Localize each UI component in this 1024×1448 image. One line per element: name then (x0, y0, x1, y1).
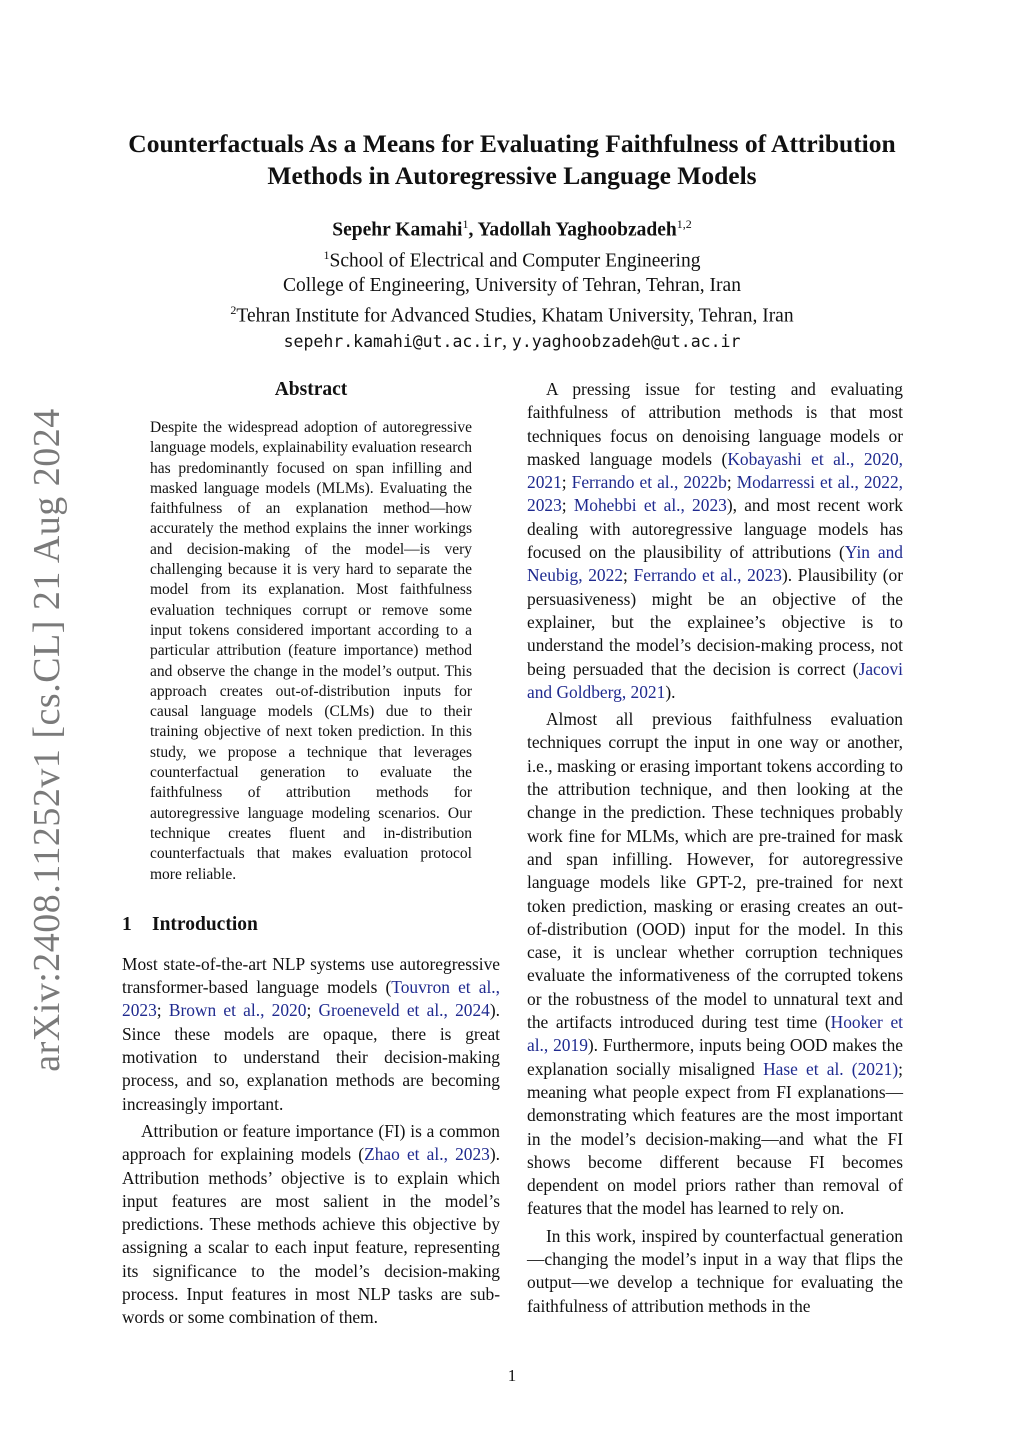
text-run: Almost all previous faithfulness evaluation techniques corrupt the input in one way or another, i.e., masking or erasing important tokens according to the attribution technique, and then looking at the change in the prediction. These techniques probably work fine for MLMs, which are pre-trained for mask and span infilling. However, for autoregressive language models like GPT-2, pre-trained for next token prediction, masking or erasing creates an out-of-distribution (OOD) input for the model. In this case, it is unclear whether corruption techniques evaluate the informativeness of the corrupted tokens or the robustness of the model to unnatural text and the artifacts introduced during test time ( (527, 709, 903, 1033)
text-run: ). Attribution methods’ objective is to explain which input features are most salient in the model’s predictions. These methods achieve this objective by assigning a scalar to each input feature, representing its significance to the model’s decision-making process. Input features in most NLP tasks are sub-words or some combination of them. (122, 1144, 500, 1328)
text-run: ). Plausibility (or persuasiveness) might be an objective of the explainer, but the explainee’s objective is to understand the model’s decision-making process, not being persuaded that the decision is correct ( (527, 565, 903, 679)
citation-link[interactable]: Ferrando et al., 2023 (633, 565, 782, 586)
abstract-text: Despite the widespread adoption of autoregressive language models, explainability evaluation research has predominantly focused on span infilling and masked language models (MLMs). Evaluating the faithfulness of an explanation method—how accurately the method explains the inner workings and decision-making of the model—is very challenging because it is very hard to separate the model from its explanation. Most faithfulness evaluation techniques corrupt or remove some input tokens considered important according to a particular attribution (feature importance) method and observe the change in the model’s output. This approach creates out-of-distribution inputs for causal language models (CLMs) due to their training objective of next token prediction. In this study, we propose a technique that leverages counterfactual generation to evaluate the faithfulness of attribution methods for autoregressive language modeling scenarios. Our technique creates fluent and in-distribution counterfactuals that makes evaluation protocol more reliable. (150, 419, 472, 883)
author-separator: , (468, 219, 478, 241)
paper-title (100, 128, 924, 192)
section-heading-introduction (122, 913, 500, 937)
intro-paragraph-1 (122, 953, 500, 1116)
citation-link[interactable]: Hooker et al., 2019 (527, 1012, 903, 1056)
citation-link[interactable]: Brown et al., 2020 (168, 1000, 307, 1021)
citation-link[interactable]: Groeneveld et al., 2024 (318, 1000, 490, 1021)
abstract-title: Abstract (274, 379, 348, 400)
author-block (100, 212, 924, 354)
title-line-1: Counterfactuals As a Means for Evaluating Faithfulness of Attribution (128, 129, 896, 158)
intro-paragraph-2 (122, 1120, 500, 1330)
citation-link[interactable]: Jacovi and Goldberg, 2021 (527, 658, 903, 702)
section-title: Introduction (152, 913, 258, 935)
right-paragraph-2 (527, 708, 903, 1221)
left-column (122, 378, 500, 1330)
text-run: Attribution or feature importance (FI) is a common approach for explaining models ( (122, 1120, 500, 1165)
email-2[interactable]: y.yaghoobzadeh@ut.ac.ir (511, 331, 741, 351)
text-run: ). Since these models are opaque, there is great motivation to understand their decision-making process, and so, explanation methods are becoming increasingly important. (122, 1000, 500, 1114)
citation-link[interactable]: Yin and Neubig, 2022 (527, 542, 903, 586)
author-2: Yadollah Yaghoobzadeh (477, 219, 677, 241)
text-run: ; (561, 495, 574, 516)
author-2-affiliation: 1,2 (676, 217, 692, 231)
text-run: ), and most recent work dealing with autoregressive language models has focused on the plausibility of attributions ( (527, 495, 903, 563)
section-number: 1 (122, 913, 132, 935)
citation-link[interactable]: Touvron et al., 2023 (122, 977, 500, 1021)
affiliation-2-text: Tehran Institute for Advanced Studies, Khatam University, Tehran, Iran (236, 305, 794, 327)
text-run: ; meaning what people expect from FI explanations—demonstrating which features are the most important in the model’s decision-making—and what the FI shows become different because FI becomes dependent on model priors rather than removal of features that the model has learned to rely on. (527, 1058, 904, 1219)
right-paragraph-1 (527, 378, 903, 704)
affiliation-1-text: School of Electrical and Computer Engineering (329, 250, 701, 271)
affiliation-2-marker: 2 (230, 303, 237, 317)
text-run: ; (623, 565, 634, 586)
affiliation-1-line-2: College of Engineering, University of Tehran, Tehran, Iran (283, 275, 741, 296)
citation-link[interactable]: Zhao et al., 2023 (364, 1144, 490, 1165)
right-paragraph-3: In this work, inspired by counterfactual generation—changing the model’s input in a way that flips the output—we develop a technique for evaluating the faithfulness of attribution methods in the (527, 1225, 903, 1316)
text-run: ; (156, 1000, 169, 1021)
affiliation-1 (100, 243, 924, 274)
affiliation-1-marker: 1 (323, 247, 330, 262)
right-column (527, 378, 903, 1318)
citation-link[interactable]: Mohebbi et al., 2023 (573, 495, 727, 516)
citation-link[interactable]: Hase et al. (2021) (763, 1058, 899, 1079)
email-1[interactable]: sepehr.kamahi@ut.ac.ir (283, 331, 503, 351)
text-run: Most state-of-the-art NLP systems use autoregressive transformer-based language models ( (122, 953, 500, 998)
text-run: ; (561, 472, 572, 493)
text-run: ). Furthermore, inputs being OOD makes the explanation socially misaligned (527, 1035, 903, 1079)
citation-link[interactable]: Modarressi et al., 2022, 2023 (527, 472, 903, 516)
text-run: ). (665, 681, 676, 702)
text-run: ; (306, 1000, 319, 1021)
page-number: 1 (507, 1366, 517, 1385)
title-line-2: Methods in Autoregressive Language Models (267, 161, 757, 190)
emails (100, 329, 924, 354)
author-names (100, 212, 924, 243)
email-separator: , (502, 330, 512, 352)
author-1-affiliation: 1 (462, 217, 469, 231)
author-1: Sepehr Kamahi (332, 219, 463, 241)
text-run: ; (726, 472, 737, 493)
arxiv-sidebar (22, 408, 72, 1072)
citation-link[interactable]: Kobayashi et al., 2020, 2021 (527, 448, 903, 493)
text-run: A pressing issue for testing and evaluating faithfulness of attribution methods is that most techniques focus on denoising language models or masked language models ( (527, 379, 903, 469)
citation-link[interactable]: Ferrando et al., 2022b (571, 472, 727, 493)
affiliation-2 (100, 298, 924, 329)
arxiv-identifier: arXiv:2408.11252v1 [cs.CL] 21 Aug 2024 (26, 408, 68, 1072)
